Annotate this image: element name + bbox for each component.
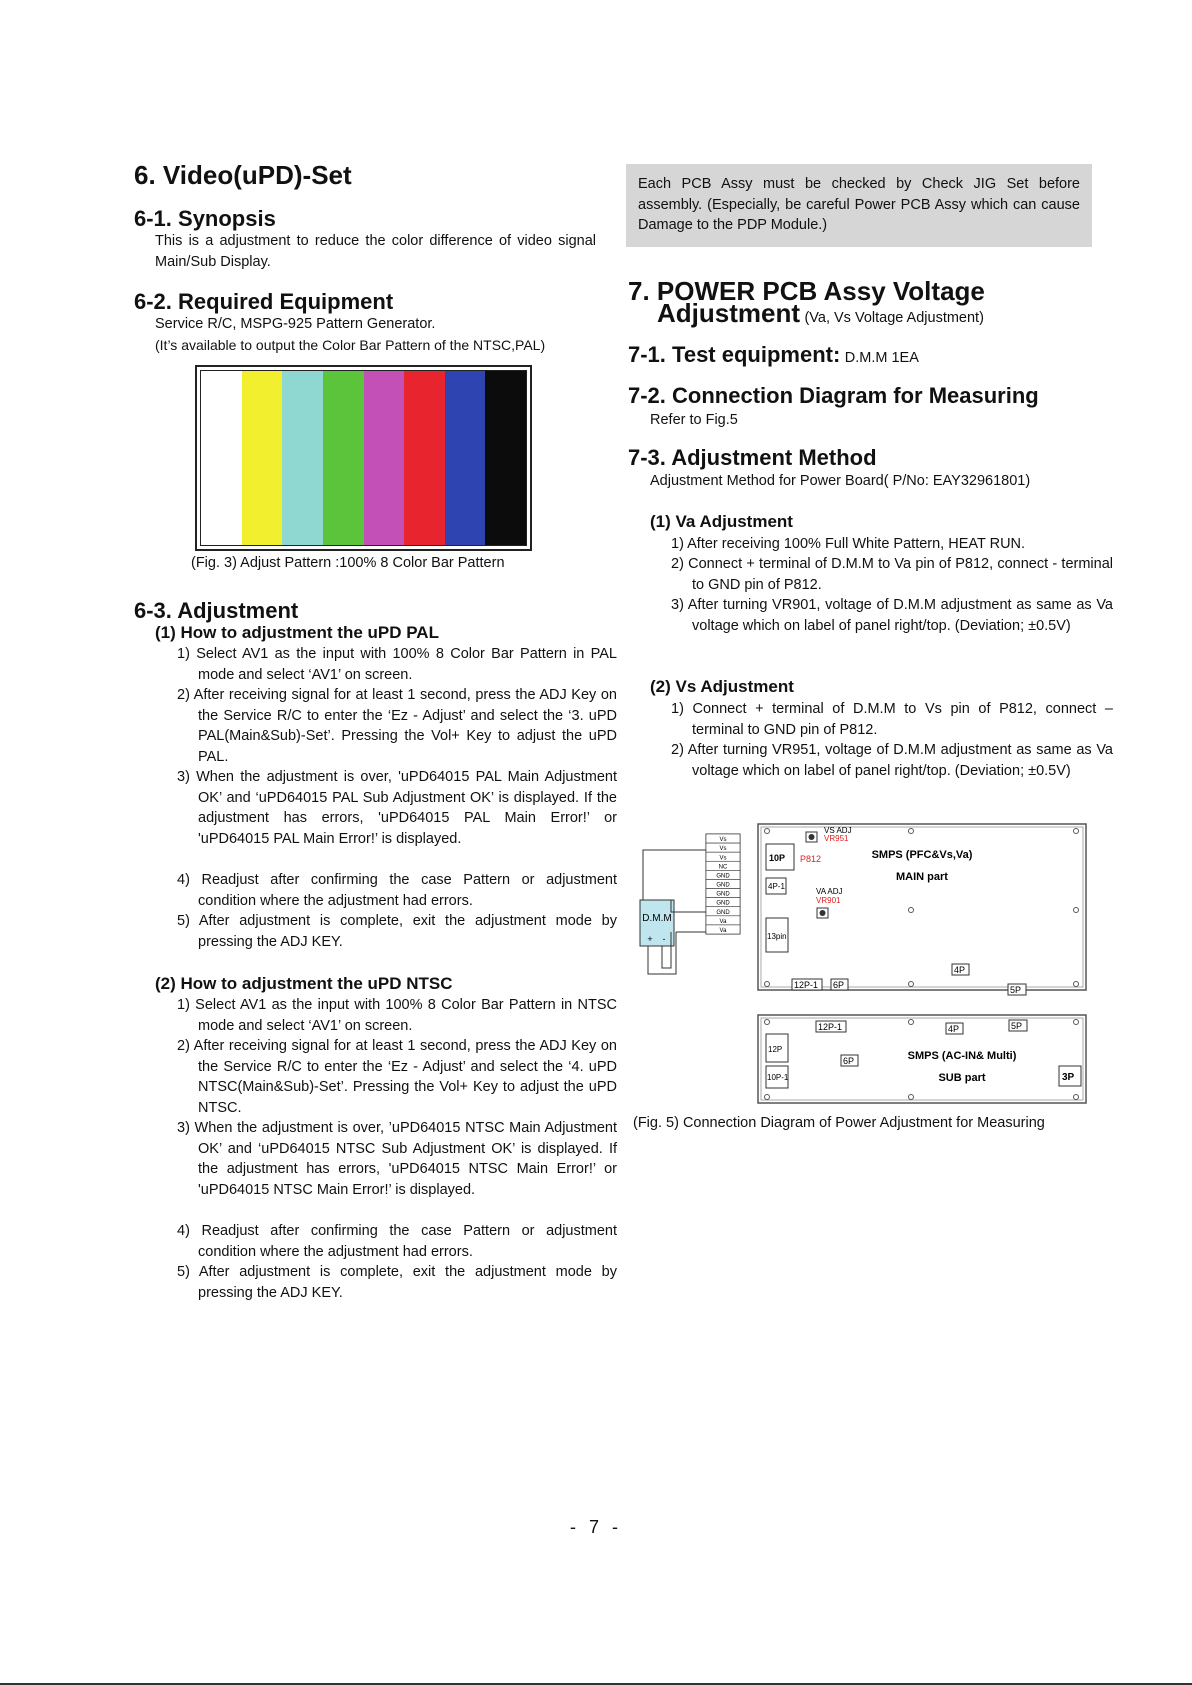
refer-fig5-text: Refer to Fig.5 bbox=[650, 412, 738, 428]
va-step-2: 2) Connect + terminal of D.M.M to Va pin of P812, connect - terminal to GND pin of P812. bbox=[671, 556, 1113, 593]
section-7-title-line-2: Adjustment bbox=[657, 298, 800, 328]
ntsc-step-1: 1) Select AV1 as the input with 100% 8 Color Bar Pattern in NTSC mode and select ‘AV1’ on screen. bbox=[177, 997, 617, 1034]
vr901-label: VR901 bbox=[816, 896, 841, 905]
caution-note: Each PCB Assy must be checked by Check JIG Set before assembly. (Especially, be careful Power PCB Assy which can cause Damage to the PDP Module.) bbox=[626, 164, 1092, 247]
color-bar-5 bbox=[364, 371, 405, 545]
section-7-1-title: 7-1. Test equipment: bbox=[628, 342, 841, 367]
vs-step-2: 2) After turning VR951, voltage of D.M.M adjustment as same as Va voltage which on label of panel right/top. (Deviation; ±0.5V) bbox=[671, 742, 1113, 779]
dmm-label: D.M.M bbox=[642, 913, 672, 924]
pin-label: NC bbox=[718, 864, 728, 871]
sub-conn-12p1: 12P-1 bbox=[818, 1022, 843, 1032]
power-connection-diagram bbox=[636, 822, 1088, 1107]
conn-12p1: 12P-1 bbox=[794, 980, 819, 990]
color-bar-3 bbox=[282, 371, 323, 545]
ntsc-title: (2) How to adjustment the uPD NTSC bbox=[155, 974, 453, 993]
section-7-3-title: 7-3. Adjustment Method bbox=[628, 445, 877, 470]
sub-conn-6p: 6P bbox=[843, 1056, 855, 1066]
section-7-2-title: 7-2. Connection Diagram for Measuring bbox=[628, 383, 1039, 408]
color-bar-1 bbox=[201, 371, 242, 545]
sub-conn-12p: 12P bbox=[768, 1045, 783, 1054]
section-6-title: 6. Video(uPD)-Set bbox=[134, 160, 352, 190]
pin-label: GND bbox=[716, 891, 730, 898]
dmm-plus: + bbox=[647, 934, 653, 944]
section-6-3-title: 6-3. Adjustment bbox=[134, 598, 299, 623]
section-7-title-line-1: 7. POWER PCB Assy Voltage bbox=[628, 276, 985, 306]
section-6-2-title: 6-2. Required Equipment bbox=[134, 289, 394, 314]
pal-step-5: 5) After adjustment is complete, exit the adjustment mode by pressing the ADJ KEY. bbox=[177, 913, 617, 950]
vs-step-1: 1) Connect + terminal of D.M.M to Vs pin of P812, connect – terminal to GND pin of P812. bbox=[671, 701, 1113, 738]
pal-step-1: 1) Select AV1 as the input with 100% 8 Color Bar Pattern in PAL mode and select ‘AV1’ on screen. bbox=[177, 646, 617, 683]
section-6-1-title: 6-1. Synopsis bbox=[134, 206, 276, 231]
main-title-2: MAIN part bbox=[896, 871, 948, 883]
color-bar-4 bbox=[323, 371, 364, 545]
vs-title: (2) Vs Adjustment bbox=[650, 677, 794, 696]
test-equipment-value: D.M.M 1EA bbox=[844, 350, 919, 366]
pal-step-4: 4) Readjust after confirming the case Pattern or adjustment condition where the adjustment had errors. bbox=[177, 872, 617, 909]
fig5-caption: (Fig. 5) Connection Diagram of Power Adjustment for Measuring bbox=[633, 1115, 1045, 1131]
conn-6p: 6P bbox=[833, 980, 845, 990]
pin-label: GND bbox=[716, 882, 730, 889]
synopsis-text: This is a adjustment to reduce the color difference of video signal Main/Sub Display. bbox=[155, 233, 596, 270]
ntsc-step-4: 4) Readjust after confirming the case Pattern or adjustment condition where the adjustment had errors. bbox=[177, 1223, 617, 1260]
section-7-1-wrap bbox=[628, 342, 919, 368]
p812-label: P812 bbox=[800, 854, 822, 864]
sub-conn-10p1: 10P-1 bbox=[767, 1073, 789, 1082]
sub-conn-5p: 5P bbox=[1011, 1021, 1023, 1031]
vs-adj-label: VS ADJ bbox=[824, 826, 852, 835]
equipment-line-1: Service R/C, MSPG-925 Pattern Generator. bbox=[155, 316, 436, 332]
p812-pin-block bbox=[706, 834, 740, 934]
sub-conn-4p: 4P bbox=[948, 1024, 960, 1034]
ntsc-step-2: 2) After receiving signal for at least 1 second, press the ADJ Key on the Service R/C to enter the ‘Ez - Adjust’ and select the ‘4. uPD NTSC(Main&Sub)-Set’. Pressing the Vol+ Key to adjust the uPD NTSC. bbox=[177, 1038, 617, 1116]
color-bar-strip bbox=[200, 370, 527, 546]
sub-title-2: SUB part bbox=[938, 1072, 986, 1084]
color-bar-6 bbox=[404, 371, 445, 545]
conn-5p: 5P bbox=[1010, 985, 1022, 995]
sub-conn-3p: 3P bbox=[1062, 1072, 1075, 1083]
sub-title-1: SMPS (AC-IN& Multi) bbox=[907, 1050, 1017, 1062]
pal-step-2: 2) After receiving signal for at least 1 second, press the ADJ Key on the Service R/C to enter the ‘Ez - Adjust’ and select the ‘3. uPD PAL(Main&Sub)-Set’. Pressing the Vol+ Key to adjust the uPD PAL. bbox=[177, 687, 617, 765]
pin-label: Vs bbox=[719, 846, 727, 853]
adjustment-method-text: Adjustment Method for Power Board( P/No: EAY32961801) bbox=[650, 473, 1031, 489]
pin-label: Va bbox=[719, 928, 727, 934]
pin-label: Vs bbox=[719, 837, 727, 844]
conn-10p: 10P bbox=[769, 853, 786, 863]
color-bar-7 bbox=[445, 371, 486, 545]
conn-13pin: 13pin bbox=[767, 932, 787, 941]
pal-step-3: 3) When the adjustment is over, 'uPD64015 PAL Main Adjustment OK’ and ‘uPD64015 PAL Sub Adjustment OK’ is displayed. If the adjustment has errors, 'uPD64015 PAL Main Error!’ or 'uPD64015 PAL Main Error!’ is displayed. bbox=[177, 769, 617, 847]
va-adj-label: VA ADJ bbox=[816, 887, 843, 896]
equipment-line-2: (It’s available to output the Color Bar Pattern of the NTSC,PAL) bbox=[155, 337, 546, 353]
pin-label: Va bbox=[719, 918, 727, 925]
dmm-minus: - bbox=[662, 934, 666, 944]
va-step-3: 3) After turning VR901, voltage of D.M.M adjustment as same as Va voltage which on label of panel right/top. (Deviation; ±0.5V) bbox=[671, 597, 1113, 634]
conn-4p1: 4P-1 bbox=[768, 882, 785, 891]
ntsc-step-3: 3) When the adjustment is over, ’uPD64015 NTSC Main Adjustment OK’ and ‘uPD64015 NTSC Sub Adjustment OK’ is displayed. If the adjustment has errors, 'uPD64015 NTSC Main Error!’ or 'uPD64015 NTSC Main Error!’ is displayed. bbox=[177, 1120, 617, 1198]
main-title-1: SMPS (PFC&Vs,Va) bbox=[871, 849, 973, 861]
pin-label: Vs bbox=[719, 855, 727, 862]
vr951-label: VR951 bbox=[824, 834, 849, 843]
color-bar-8 bbox=[485, 371, 526, 545]
pal-title: (1) How to adjustment the uPD PAL bbox=[155, 623, 439, 642]
ntsc-step-5: 5) After adjustment is complete, exit the adjustment mode by pressing the ADJ KEY. bbox=[177, 1264, 617, 1301]
fig3-caption: (Fig. 3) Adjust Pattern :100% 8 Color Bar Pattern bbox=[191, 555, 505, 571]
conn-4p: 4P bbox=[954, 965, 966, 975]
section-7-title-line-2-wrap bbox=[657, 298, 984, 328]
va-step-1: 1) After receiving 100% Full White Pattern, HEAT RUN. bbox=[671, 536, 1026, 552]
color-bar-pattern bbox=[195, 365, 532, 551]
pin-label: GND bbox=[716, 873, 730, 880]
va-title: (1) Va Adjustment bbox=[650, 512, 793, 531]
pin-label: GND bbox=[716, 909, 730, 916]
pin-label: GND bbox=[716, 900, 730, 907]
color-bar-2 bbox=[242, 371, 283, 545]
section-7-subtitle: (Va, Vs Voltage Adjustment) bbox=[804, 310, 984, 326]
page-number: - 7 - bbox=[569, 1517, 622, 1537]
